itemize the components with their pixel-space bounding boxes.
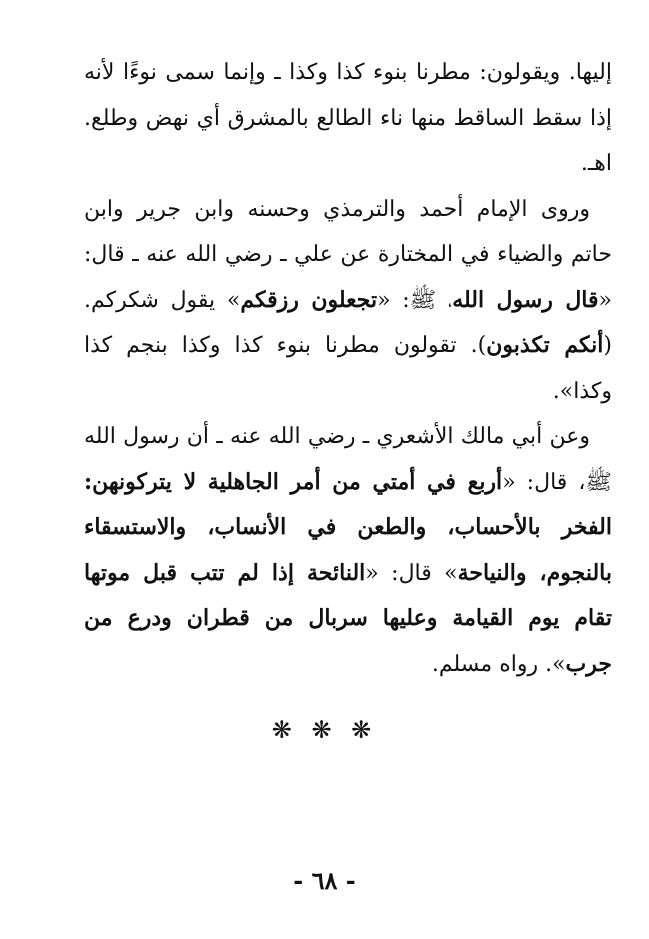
text-segment: » قال: « <box>365 560 458 586</box>
paragraph-3 <box>84 414 612 687</box>
paragraph-2 <box>84 187 612 415</box>
text-segment: إليها. ويقولون: مطرنا بنوء كذا وكذا ـ وإنما سمى نوءًا لأنه إذا سقط الساقط منها ناء الطالع بالمشرق أي نهض وطلع. اهـ. <box>84 60 612 176</box>
hadith-bold-segment: النائحة إذا لم تتب قبل موتها تقام يوم القيامة وعليها سربال من قطران ودرع من جرب <box>84 559 612 677</box>
text-segment: وعن أبي مالك الأشعري ـ رضي الله عنه ـ أن رسول الله ﷺ، قال: « <box>84 424 612 495</box>
text-segment: » يقول شكركم. ( <box>84 287 612 358</box>
hadith-bold-segment: أربع في أمتي من أمر الجاهلية لا يتركونهن: الفخر بالأحساب، والطعن في الأنساب، والاستسقاء بالنجوم، والنياحة <box>84 468 612 586</box>
text-segment: وروى الإمام أحمد والترمذي وحسنه وابن جرير وابن حاتم والضياء في المختارة عن علي ـ رضي الله عنه ـ قال: « <box>84 196 612 313</box>
paragraph-1 <box>84 50 612 187</box>
page-body-text <box>84 50 612 687</box>
text-segment: ، ﷺ: « <box>377 287 453 313</box>
hadith-bold-segment: تجعلون رزقكم <box>240 286 378 313</box>
section-divider-asterisks: ❋ ❋ ❋ <box>271 716 378 744</box>
text-segment: ). تقولون مطرنا بنوء كذا وكذا بنجم كذا وكذا». <box>84 333 612 404</box>
text-segment: ». رواه مسلم. <box>431 651 566 677</box>
hadith-bold-segment: أنكم تكذبون <box>486 332 604 358</box>
page-number: - ٦٨ - <box>293 866 356 895</box>
hadith-bold-segment: قال رسول الله <box>452 286 599 313</box>
